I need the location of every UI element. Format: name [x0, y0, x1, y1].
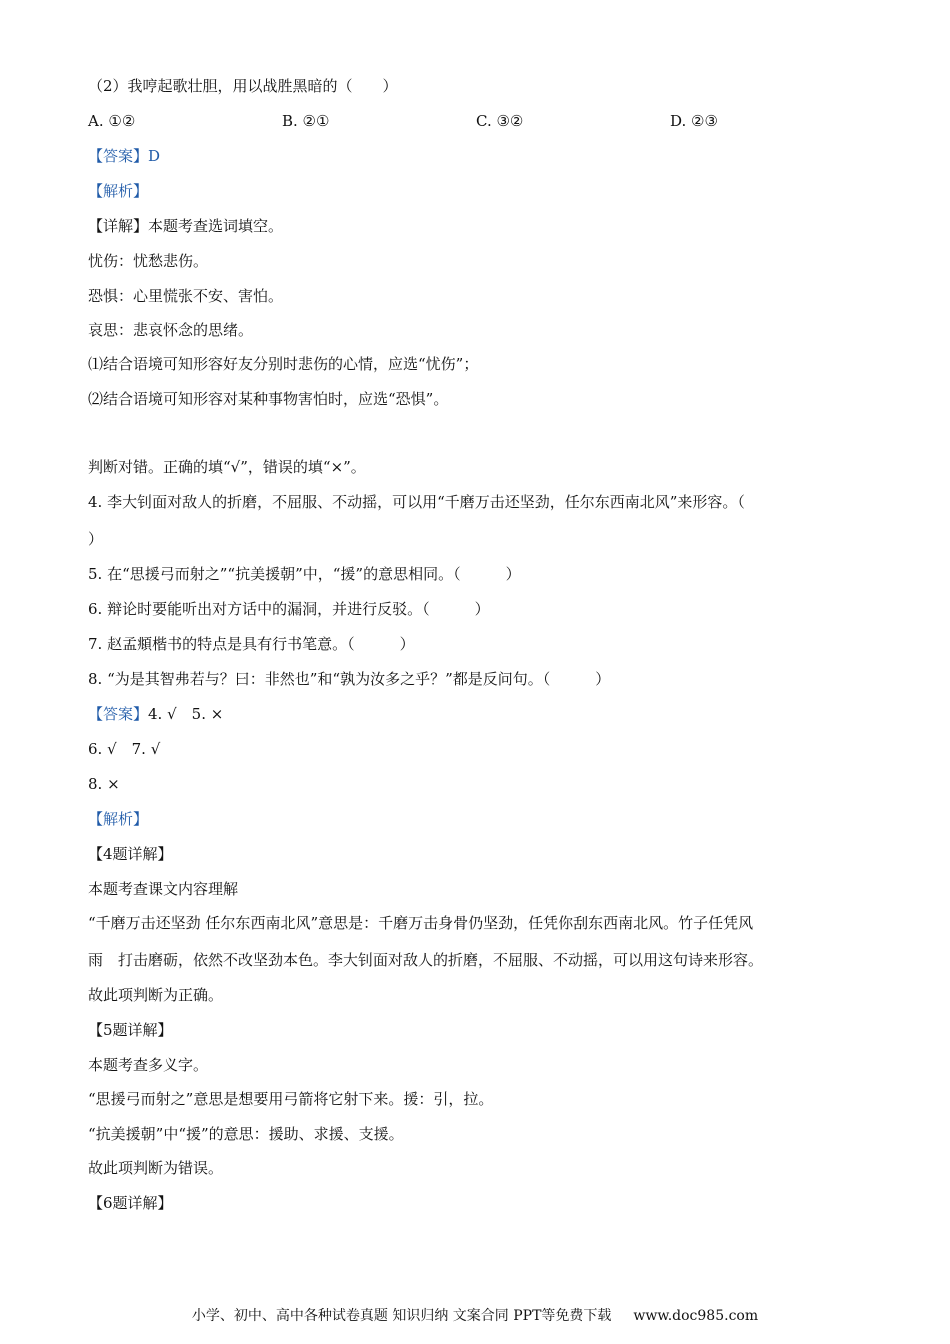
detail-4-line: 雨 打击磨砺，依然不改坚劲本色。李大钊面对敌人的折磨，不屈服、不动摇，可以用这句诗来形容。: [88, 951, 764, 969]
detail-5-line: 故此项判断为错误。: [88, 1159, 224, 1177]
question-2-text: （2）我哼起歌壮胆，用以战胜黑暗的（ ）: [88, 77, 398, 95]
question-4-cont: ）: [88, 530, 104, 548]
option-b: B. ②①: [282, 112, 330, 130]
detail-5-line: “思援弓而射之”意思是想要用弓箭将它射下来。援：引，拉。: [88, 1090, 494, 1108]
explain-line: 哀思：悲哀怀念的思绪。: [88, 321, 254, 339]
explain-line: 忧伤：忧愁悲伤。: [88, 252, 209, 270]
option-a: A. ①②: [88, 112, 136, 130]
answer-label: 【答案】D: [88, 147, 161, 165]
question-6: 6. 辩论时要能听出对方话中的漏洞，并进行反驳。（ ）: [88, 600, 490, 618]
option-c: C. ③②: [476, 112, 524, 130]
judge-instructions: 判断对错。正确的填“√”，错误的填“×”。: [88, 458, 366, 476]
page-footer: [0, 1306, 950, 1326]
answer-label-2: 【答案】: [88, 705, 149, 723]
detail-6-heading: 【6题详解】: [88, 1194, 173, 1212]
answer-block: [88, 704, 223, 724]
explain-line: ⑵结合语境可知形容对某种事物害怕时，应选“恐惧”。: [88, 390, 449, 408]
detail-5-line: 本题考查多义字。: [88, 1056, 209, 1074]
detail-5-line: “抗美援朝”中“援”的意思：援助、求援、支援。: [88, 1125, 404, 1143]
detail-5-heading: 【5题详解】: [88, 1021, 173, 1039]
detail-4-line: “千磨万击还坚劲 任尔东西南北风”意思是：千磨万击身骨仍坚劲，任凭你刮东西南北风。竹子任凭风: [88, 914, 754, 932]
analysis-label-2: 【解析】: [88, 810, 149, 828]
answer-line-3: 8. ×: [88, 775, 120, 793]
detail-4-heading: 【4题详解】: [88, 845, 173, 863]
footer-text: 小学、初中、高中各种试卷真题 知识归纳 文案合同 PPT等免费下载: [191, 1308, 612, 1324]
explain-line: ⑴结合语境可知形容好友分别时悲伤的心情，应选“忧伤”；: [88, 355, 479, 373]
detail-4-line: 本题考查课文内容理解: [88, 880, 239, 898]
analysis-label: 【解析】: [88, 182, 149, 200]
answer-values: 4. √ 5. ×: [148, 705, 224, 723]
detail-intro: 【详解】本题考查选词填空。: [88, 217, 284, 235]
footer-site-link[interactable]: www.doc985.com: [633, 1308, 759, 1324]
detail-4-line: 故此项判断为正确。: [88, 986, 224, 1004]
question-8: 8. “为是其智弗若与？曰：非然也”和“孰为汝多之乎？”都是反问句。（ ）: [88, 670, 611, 688]
answer-line-2: 6. √ 7. √: [88, 740, 161, 758]
option-d: D. ②③: [670, 112, 718, 130]
question-7: 7. 赵孟頫楷书的特点是具有行书笔意。（ ）: [88, 635, 415, 653]
explain-line: 恐惧：心里慌张不安、害怕。: [88, 287, 284, 305]
question-5: 5. 在“思援弓而射之”“抗美援朝”中，“援”的意思相同。（ ）: [88, 565, 521, 583]
question-4: 4. 李大钊面对敌人的折磨，不屈服、不动摇，可以用“千磨万击还坚劲，任尔东西南北风”来形容。（: [88, 493, 745, 511]
